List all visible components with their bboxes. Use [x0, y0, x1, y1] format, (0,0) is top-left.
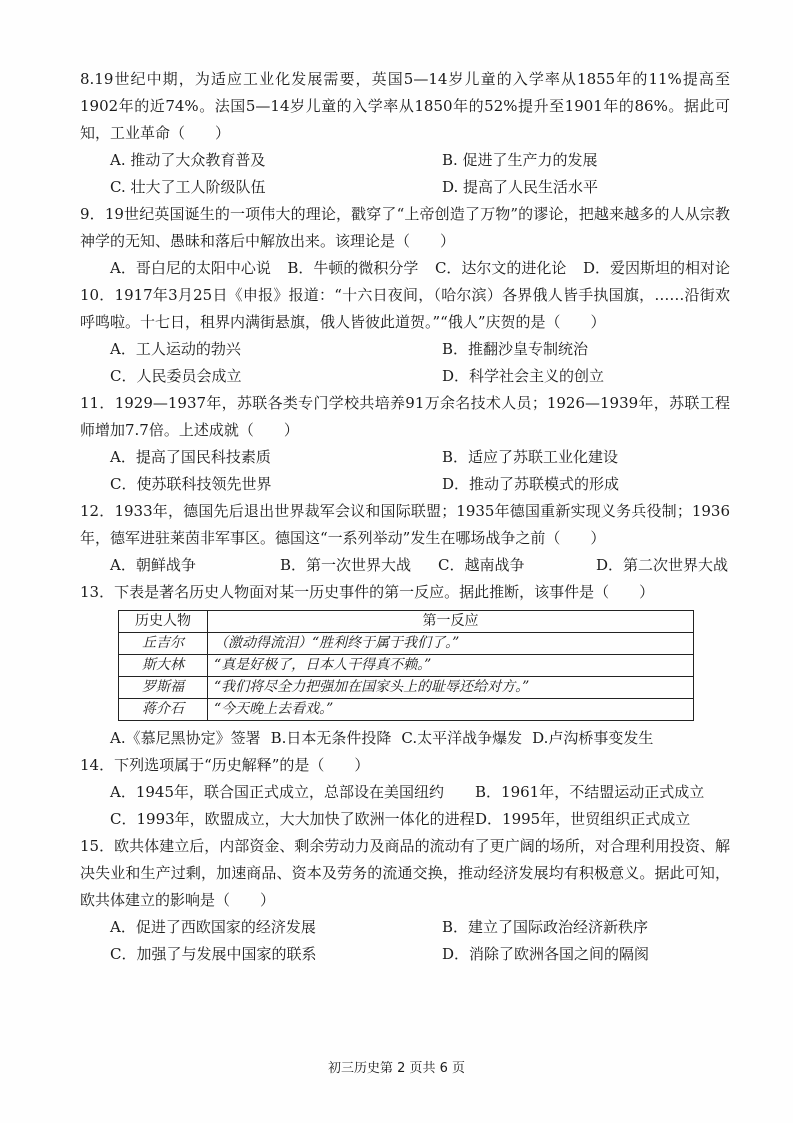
- page-footer: 初三历史第 2 页共 6 页: [327, 1061, 466, 1076]
- question-8-option-a[interactable]: A. 推动了大众教育普及: [110, 151, 266, 169]
- question-15-option-c[interactable]: C．加强了与发展中国家的联系: [110, 945, 317, 963]
- question-10-stem: 10．1917年3月25日《申报》报道：“十六日夜间，（哈尔滨）各界俄人皆手执国旗，……沿街欢呼鸣啦。十七日，租界内满街悬旗，俄人皆彼此道贺。”“俄人”庆贺的是（ ）: [80, 286, 730, 331]
- question-15-stem: 15．欧共体建立后，内部资金、剩余劳动力及商品的流动有了更广阔的场所，对合理利用投资、解决失业和生产过剩，加速商品、资本及劳务的流通交换，推动经济发展均有积极意义。据此可知，欧共体建立的影响是（ ）: [80, 837, 730, 909]
- table-cell-reaction: （激动得流泪）“胜利终于属于我们了。”: [208, 633, 694, 655]
- table-cell-person: 蒋介石: [119, 699, 208, 721]
- question-8-stem: 8.19世纪中期，为适应工业化发展需要，英国5—14岁儿童的入学率从1855年的11%提高至1902年的近74%。法国5—14岁儿童的入学率从1850年的52%提升至1901年的86%。据此可知，工业革命（ ）: [80, 70, 730, 142]
- question-9-option-a[interactable]: A．哥白尼的太阳中心说: [110, 259, 271, 277]
- question-10-option-c[interactable]: C．人民委员会成立: [110, 367, 242, 385]
- question-11: [80, 390, 730, 498]
- question-11-option-a[interactable]: A．提高了国民科技素质: [110, 448, 271, 466]
- question-13-option-a[interactable]: A.《慕尼黑协定》签署: [110, 729, 261, 747]
- question-12-option-c[interactable]: C．越南战争: [438, 556, 525, 574]
- table-cell-reaction: “真是好极了，日本人干得真不赖。”: [208, 655, 694, 677]
- table-header-row: [119, 611, 694, 633]
- question-8: [80, 66, 730, 201]
- question-14-stem: 14．下列选项属于“历史解释”的是（ ）: [80, 756, 370, 774]
- question-15-option-d[interactable]: D．消除了欧洲各国之间的隔阂: [442, 945, 650, 963]
- question-15-option-b[interactable]: B．建立了国际政治经济新秩序: [442, 918, 649, 936]
- question-10-options: [80, 336, 730, 390]
- question-13-option-c[interactable]: C.太平洋战争爆发: [401, 729, 523, 747]
- question-13-option-b[interactable]: B.日本无条件投降: [270, 729, 392, 747]
- question-12: [80, 498, 730, 579]
- reactions-table: [118, 610, 694, 721]
- table-header-person: 历史人物: [119, 611, 208, 633]
- question-13: [80, 579, 730, 752]
- table-cell-person: 丘吉尔: [119, 633, 208, 655]
- question-12-option-b[interactable]: B．第一次世界大战: [280, 556, 412, 574]
- question-13-options: [80, 725, 730, 752]
- question-14: [80, 752, 730, 833]
- question-12-stem: 12．1933年，德国先后退出世界裁军会议和国际联盟；1935年德国重新实现义务兵役制；1936年，德军进驻莱茵非军事区。德国这“一系列举动”发生在哪场战争之前（ ）: [80, 502, 730, 547]
- question-11-option-d[interactable]: D．推动了苏联模式的形成: [442, 475, 620, 493]
- question-12-option-a[interactable]: A．朝鲜战争: [110, 556, 196, 574]
- question-14-option-c[interactable]: C．1993年，欧盟成立，大大加快了欧洲一体化的进程: [110, 810, 475, 828]
- question-8-option-b[interactable]: B. 促进了生产力的发展: [442, 151, 598, 169]
- question-9-option-d[interactable]: D．爱因斯坦的相对论: [582, 259, 730, 277]
- question-15: [80, 833, 730, 968]
- question-11-option-b[interactable]: B．适应了苏联工业化建设: [442, 448, 619, 466]
- question-14-option-b[interactable]: B．1961年，不结盟运动正式成立: [475, 783, 705, 801]
- question-9-options: [80, 255, 730, 282]
- question-11-options: [80, 444, 730, 498]
- question-10-option-b[interactable]: B．推翻沙皇专制统治: [442, 340, 589, 358]
- question-13-stem: 13．下表是著名历史人物面对某一历史事件的第一反应。据此推断，该事件是（ ）: [80, 583, 655, 601]
- question-10-option-a[interactable]: A．工人运动的勃兴: [110, 340, 241, 358]
- table-cell-reaction: “今天晚上去看戏。”: [208, 699, 694, 721]
- table-cell-reaction: “我们将尽全力把强加在国家头上的耻辱还给对方。”: [208, 677, 694, 699]
- question-9-option-b[interactable]: B．牛顿的微积分学: [287, 259, 419, 277]
- table-row: [119, 677, 694, 699]
- question-13-option-d[interactable]: D.卢沟桥事变发生: [532, 729, 654, 747]
- question-11-option-c[interactable]: C．使苏联科技领先世界: [110, 475, 272, 493]
- question-11-stem: 11．1929—1937年，苏联各类专门学校共培养91万余名技术人员；1926—1939年，苏联工程师增加7.7倍。上述成就（ ）: [80, 394, 730, 439]
- table-header-reaction: 第一反应: [208, 611, 694, 633]
- question-12-options: [80, 552, 730, 579]
- question-10: [80, 282, 730, 390]
- question-10-option-d[interactable]: D．科学社会主义的创立: [442, 367, 605, 385]
- question-15-option-a[interactable]: A．促进了西欧国家的经济发展: [110, 918, 316, 936]
- question-9: [80, 201, 730, 282]
- question-15-options: [80, 914, 730, 968]
- question-14-option-a[interactable]: A．1945年，联合国正式成立，总部设在美国纽约: [110, 783, 445, 801]
- table-row: [119, 699, 694, 721]
- question-14-option-d[interactable]: D．1995年，世贸组织正式成立: [475, 810, 691, 828]
- question-8-option-c[interactable]: C. 壮大了工人阶级队伍: [110, 178, 266, 196]
- question-14-options: [80, 779, 730, 833]
- table-row: [119, 655, 694, 677]
- question-8-options: [80, 147, 730, 201]
- question-9-option-c[interactable]: C．达尔文的进化论: [434, 259, 567, 277]
- question-9-stem: 9．19世纪英国诞生的一项伟大的理论，戳穿了“上帝创造了万物”的谬论，把越来越多的人从宗教神学的无知、愚昧和落后中解放出来。该理论是（ ）: [80, 205, 730, 250]
- table-row: [119, 633, 694, 655]
- table-cell-person: 罗斯福: [119, 677, 208, 699]
- table-cell-person: 斯大林: [119, 655, 208, 677]
- question-list: [80, 66, 730, 968]
- question-8-option-d[interactable]: D. 提高了人民生活水平: [442, 178, 599, 196]
- question-12-option-d[interactable]: D．第二次世界大战: [596, 556, 729, 574]
